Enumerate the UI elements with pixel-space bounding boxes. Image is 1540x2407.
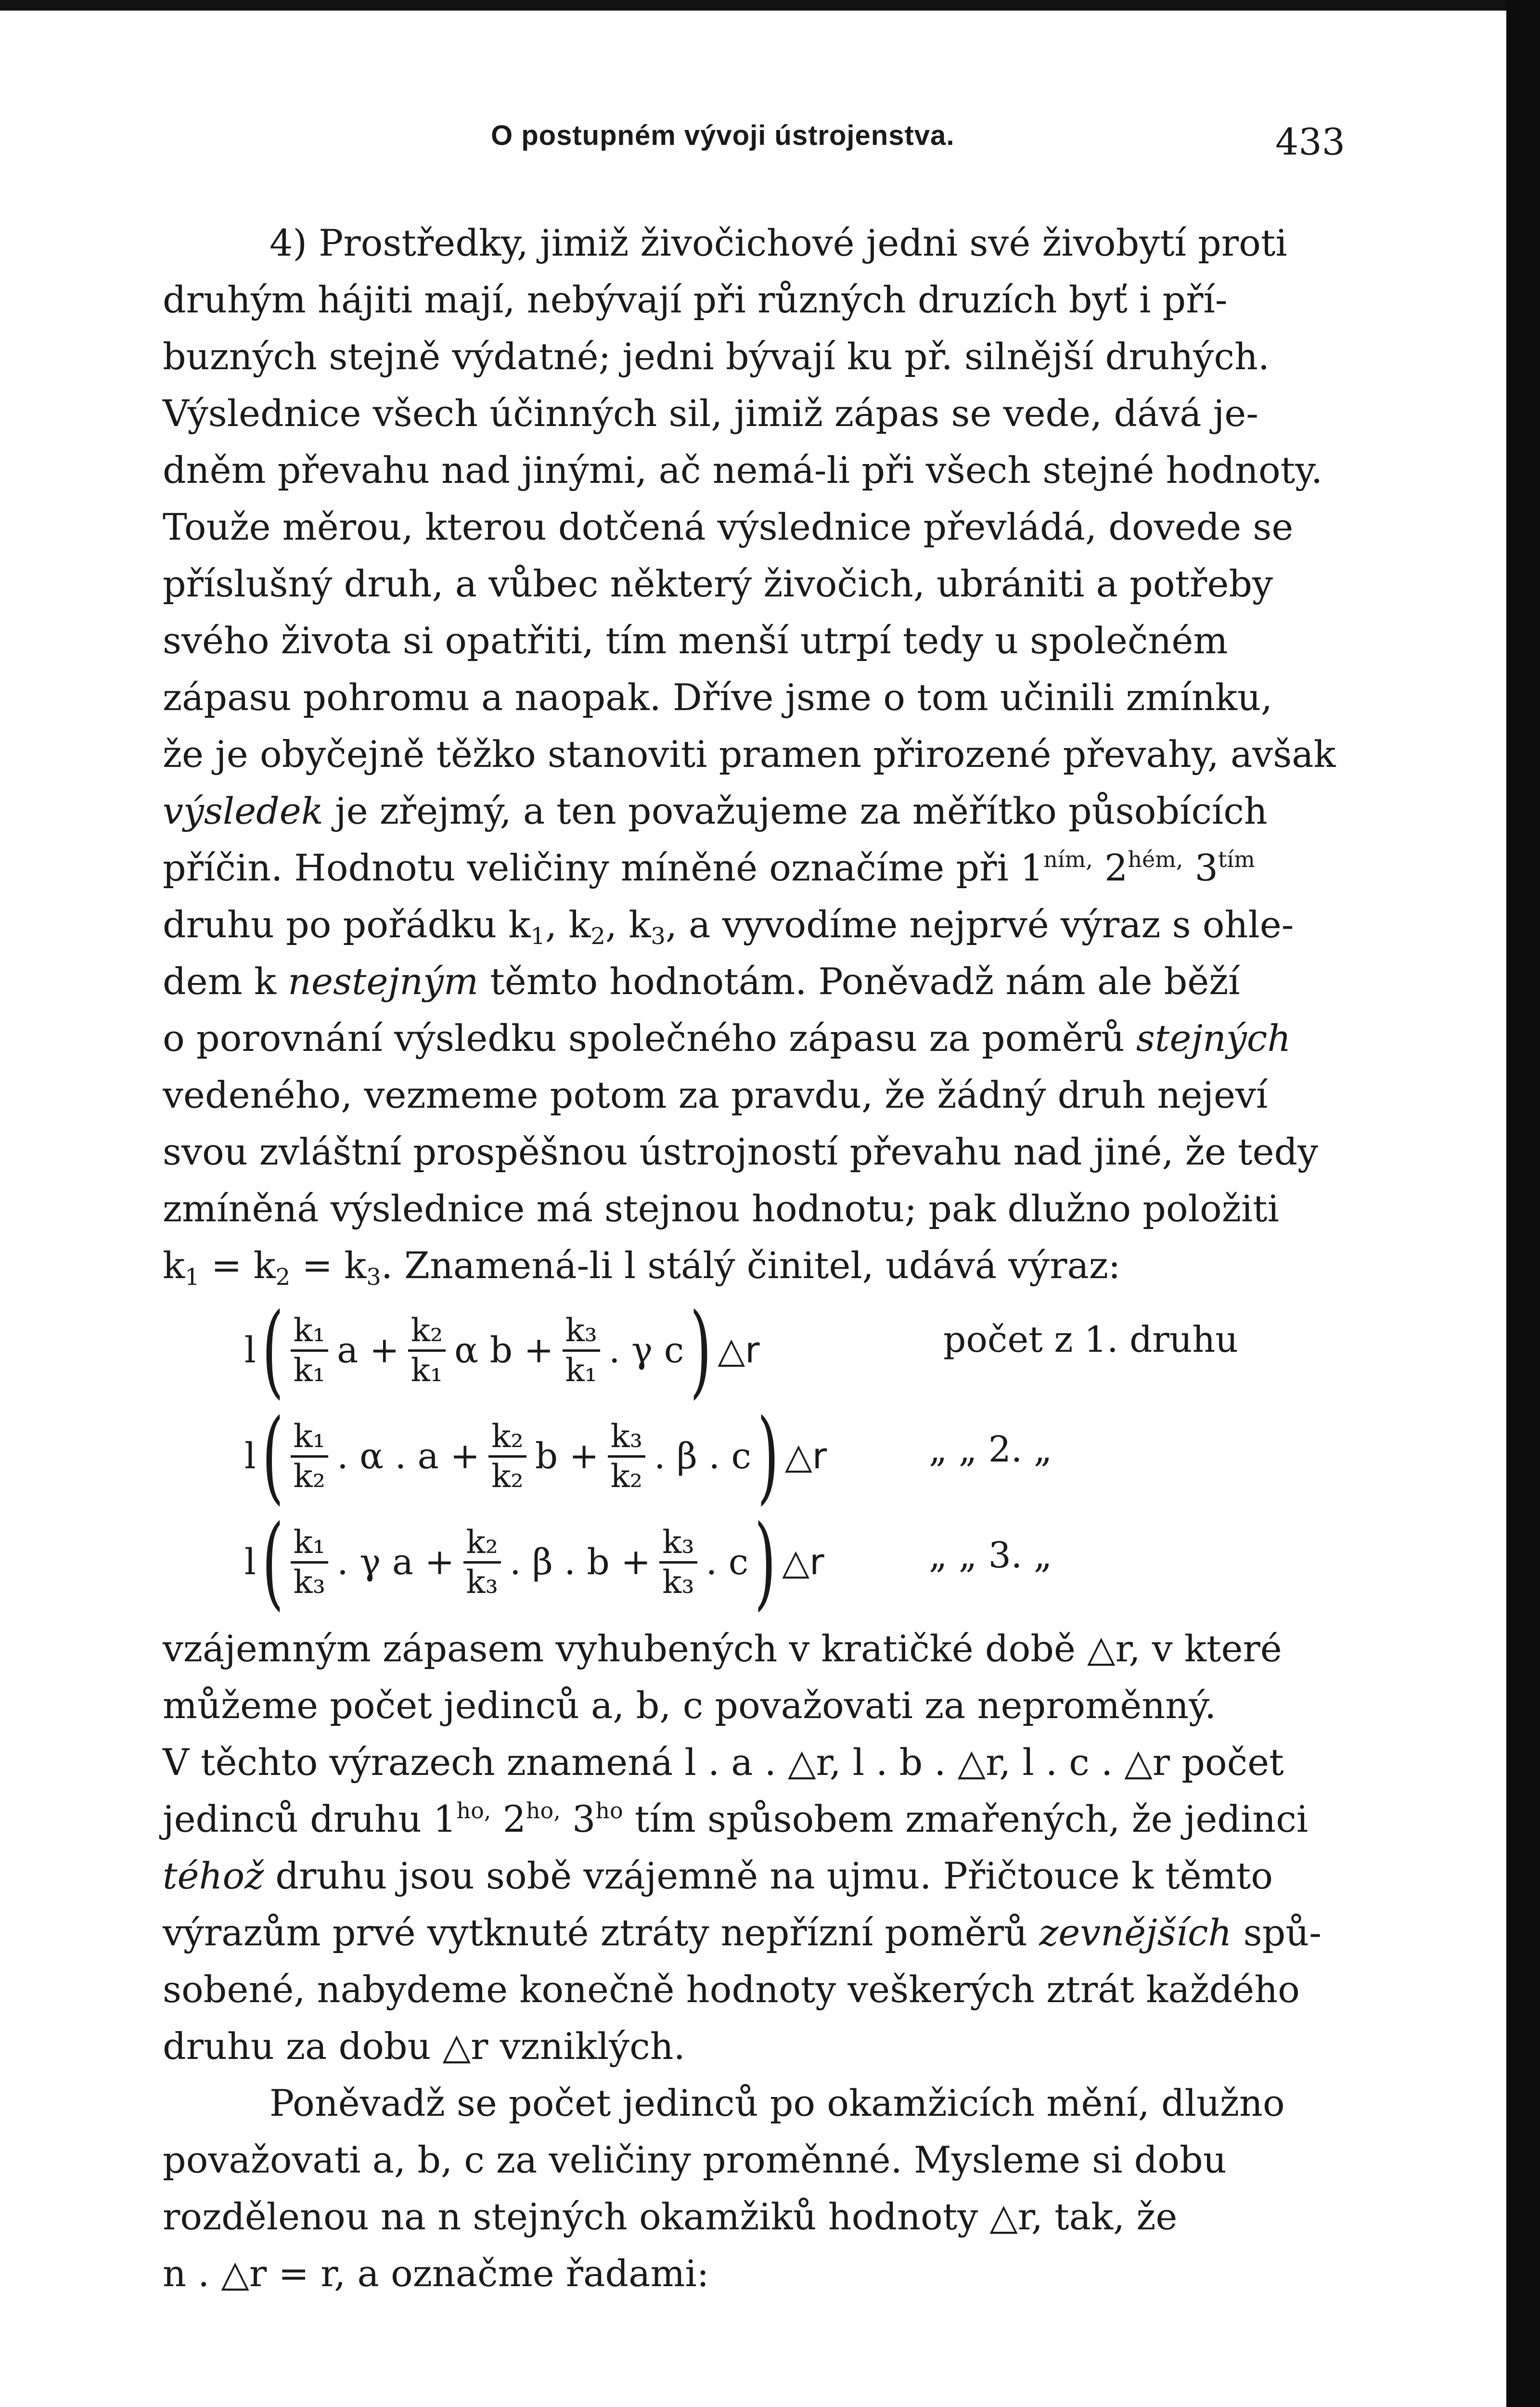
text-line: Touže měrou, kterou dotčená výslednice převládá, dovede se	[163, 505, 1294, 548]
text-line: o porovnání výsledku společného zápasu za poměrů stejných	[163, 1017, 1291, 1060]
text-line: považovati a, b, c za veličiny proměnné. Mysleme si dobu	[163, 2138, 1227, 2181]
scan-border-right	[1506, 0, 1540, 2407]
text-line: rozdělenou na n stejných okamžiků hodnoty △r, tak, že	[163, 2195, 1178, 2238]
text-line: buzných stejně výdatné; jedni bývají ku př. silnější druhých.	[163, 335, 1270, 378]
italic-word: téhož	[163, 1854, 264, 1897]
formula-3: l( $\frac{\text{k₁}}{\text{k₃}}$ . γ a + $\frac{\text{k₂}}{\text{k₃}}$ . β . b + $\frac{\text{k₃}}{\text{k₃}}$ . c) △r	[244, 1503, 824, 1621]
text-line: že je obyčejně těžko stanoviti pramen přirozené převahy, avšak	[163, 733, 1336, 776]
text-line: sobené, nabydeme konečně hodnoty veškerých ztrát každého	[163, 1968, 1300, 2011]
text-line: příslušný druh, a vůbec některý živočich, ubrániti a potřeby	[163, 562, 1273, 605]
text-line: vzájemným zápasem vyhubených v kratičké době △r, v které	[163, 1627, 1282, 1670]
formula-1: l( $\frac{\text{k₁}}{\text{k₁}}$ a + $\frac{\text{k₂}}{\text{k₁}}$ α b + $\frac{\text{k₃}}{\text{k₁}}$ . γ c) △r	[244, 1291, 760, 1409]
text-line: výsledek je zřejmý, a ten považujeme za měřítko působících	[163, 789, 1268, 832]
text-line: jedinců druhu $1^{ho,}$ $2^{ho,}$ $3^{ho}$ tím spůsobem zmařených, že jedinci	[163, 1798, 1309, 1840]
italic-word: výsledek	[163, 789, 323, 832]
text-line: dněm převahu nad jinými, ač nemá-li při všech stejné hodnoty.	[163, 449, 1323, 492]
text-line: Výslednice všech účinných sil, jimiž zápas se vede, dává je-	[163, 392, 1258, 435]
text-line: druhým hájiti mají, nebývají při různých druzích byť i pří-	[163, 278, 1228, 321]
text-line: dem k nestejným těmto hodnotám. Poněvadž nám ale běží	[163, 960, 1240, 1003]
text-line: příčin. Hodnotu veličiny míněné označíme při $1^{ním,}$ $2^{hém,}$ $3^{tím}$	[163, 846, 1255, 889]
scan-border-top	[0, 0, 1540, 11]
text-line: téhož druhu jsou sobě vzájemně na ujmu. Přičtouce k těmto	[163, 1854, 1273, 1897]
text-line: n . △r = r, a označme řadami:	[163, 2252, 709, 2295]
text-line: svého života si opatřiti, tím menší utrpí tedy u společném	[163, 619, 1228, 662]
text-line: zmíněná výslednice má stejnou hodnotu; pak dlužno položiti	[163, 1187, 1279, 1230]
formula-2: l( $\frac{\text{k₁}}{\text{k₂}}$ . α . a + $\frac{\text{k₂}}{\text{k₂}}$ b + $\frac{\text{k₃}}{\text{k₂}}$ . β . c) △r	[244, 1397, 827, 1515]
text-line: V těchto výrazech znamená l . a . △r, l . b . △r, l . c . △r počet	[163, 1741, 1284, 1784]
text-line: můžeme počet jedinců a, b, c považovati za neproměnný.	[163, 1684, 1217, 1727]
text-line: druhu po pořádku $k_1$, $k_2$, $k_3$, a vyvodíme nejprvé výraz s ohle-	[163, 903, 1294, 950]
italic-word: nestejným	[288, 960, 479, 1003]
text-line: $k_1 = k_2 = k_3$. Znamená-li l stálý činitel, udává výraz:	[163, 1244, 1121, 1291]
running-title: O postupném vývoji ústrojenstva.	[491, 120, 955, 151]
text-line: svou zvláštní prospěšnou ústrojností převahu nad jiné, že tedy	[163, 1130, 1319, 1173]
page-number: 433	[1275, 120, 1346, 163]
formula-3-label: „ „ 3. „	[929, 1535, 1052, 1576]
text-line: vedeného, vezmeme potom za pravdu, že žádný druh nejeví	[163, 1074, 1268, 1116]
text-line: výrazům prvé vytknuté ztráty nepřízní poměrů zevnějších spů-	[163, 1911, 1322, 1954]
formula-2-label: „ „ 2. „	[929, 1429, 1052, 1470]
text-line: Poněvadž se počet jedinců po okamžicích mění, dlužno	[270, 2082, 1285, 2124]
italic-word: zevnějších	[1039, 1911, 1232, 1954]
text-line: zápasu pohromu a naopak. Dříve jsme o tom učinili zmínku,	[163, 676, 1273, 719]
formula-1-label: počet z 1. druhu	[943, 1319, 1238, 1360]
italic-word: stejných	[1136, 1017, 1291, 1060]
text-line: 4) Prostředky, jimiž živočichové jedni své živobytí proti	[270, 221, 1287, 264]
text-line: druhu za dobu △r vzniklých.	[163, 2025, 685, 2068]
